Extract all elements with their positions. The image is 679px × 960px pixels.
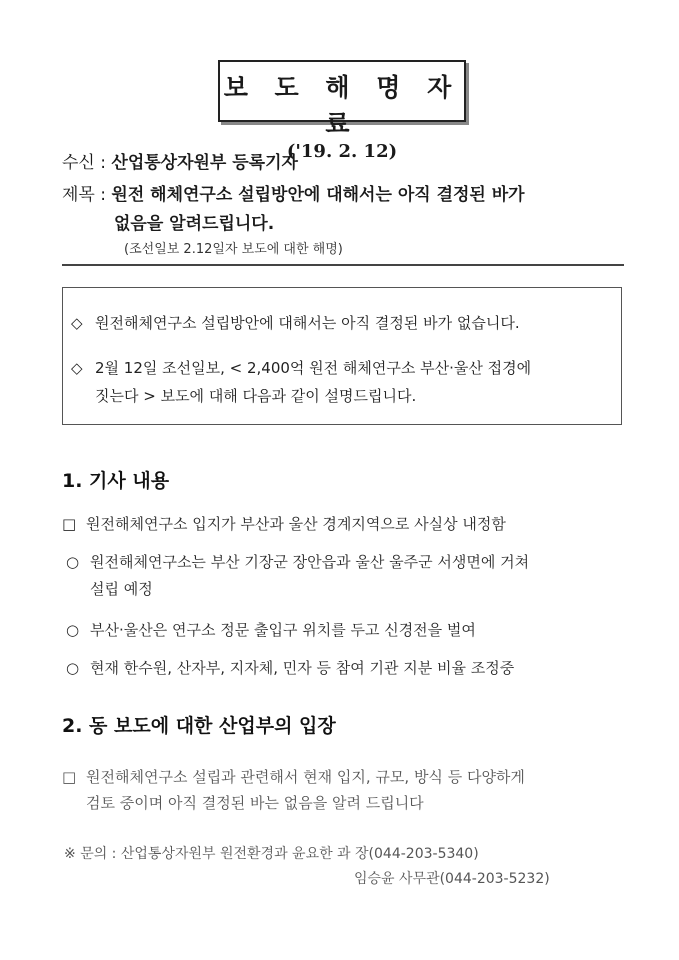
page-title: 보 도 해 명 자 료 [223, 73, 461, 138]
subject-line-2: 없음을 알려드립니다. [114, 214, 275, 234]
release-date: ('19. 2. 12) [286, 141, 398, 162]
section-1-main-text: 원전해체연구소 입지가 부산과 울산 경계지역으로 사실상 내정함 [86, 515, 506, 533]
recipient-row [62, 148, 298, 173]
section-1-sub-1-text: 원전해체연구소는 부산 기장군 장안읍과 울산 울주군 서생면에 거쳐 [90, 553, 530, 571]
reference-mark-icon: ※ [64, 846, 76, 862]
subject-line-1: 원전 해체연구소 설립방안에 대해서는 아직 결정된 바가 [111, 185, 525, 205]
section-1-sub-1-cont: 설립 예정 [90, 580, 153, 598]
section-1-sub-3-text: 현재 한수원, 산자부, 지자체, 민자 등 참여 기관 지분 비율 조정중 [90, 659, 515, 677]
contact-text-1: 문의 : 산업통상자원부 원전환경과 윤요한 과 장(044-203-5340) [80, 846, 479, 862]
recipient-label: 수신 : [62, 153, 106, 173]
section-2-body [62, 766, 525, 787]
summary-item-2 [71, 354, 531, 382]
section-1-sub-2-text: 부산·울산은 연구소 정문 출입구 위치를 두고 신경전을 벌여 [90, 621, 476, 639]
divider-rule [62, 264, 624, 266]
section-1-heading: 1. 기사 내용 [62, 470, 170, 492]
section-1-main [62, 513, 506, 534]
section-2-heading: 2. 동 보도에 대한 산업부의 입장 [62, 715, 336, 737]
circle-bullet-icon: ○ [66, 621, 80, 639]
title-box [218, 60, 466, 162]
diamond-icon: ◇ [71, 359, 83, 377]
square-bullet-icon: □ [62, 768, 77, 786]
section-2-text-1: 원전해체연구소 설립과 관련해서 현재 입지, 규모, 방식 등 다양하게 [86, 768, 525, 786]
summary-text-2b: 짓는다 > 보도에 대해 다음과 같이 설명드립니다. [95, 387, 417, 405]
subject-row [62, 180, 525, 205]
summary-text-1: 원전해체연구소 설립방안에 대해서는 아직 결정된 바가 없습니다. [95, 314, 520, 332]
section-1-sub-3 [66, 657, 514, 678]
section-1-sub-1 [66, 551, 529, 572]
recipient-value: 산업통상자원부 등록기자 [111, 153, 298, 173]
circle-bullet-icon: ○ [66, 659, 80, 677]
circle-bullet-icon: ○ [66, 553, 80, 571]
section-2-text-2: 검토 중이며 아직 결정된 바는 없음을 알려 드립니다 [86, 794, 424, 812]
square-bullet-icon: □ [62, 515, 77, 533]
section-1-sub-2 [66, 619, 476, 640]
subject-note: (조선일보 2.12일자 보도에 대한 해명) [124, 242, 343, 257]
contact-line-1 [64, 843, 479, 863]
summary-box [62, 287, 622, 425]
summary-text-2a: 2월 12일 조선일보, < 2,400억 원전 해체연구소 부산·울산 접경에 [95, 359, 532, 377]
summary-item-1 [71, 309, 520, 337]
subject-label: 제목 : [62, 185, 106, 205]
diamond-icon: ◇ [71, 314, 83, 332]
contact-line-2: 임승윤 사무관(044-203-5232) [354, 871, 550, 887]
